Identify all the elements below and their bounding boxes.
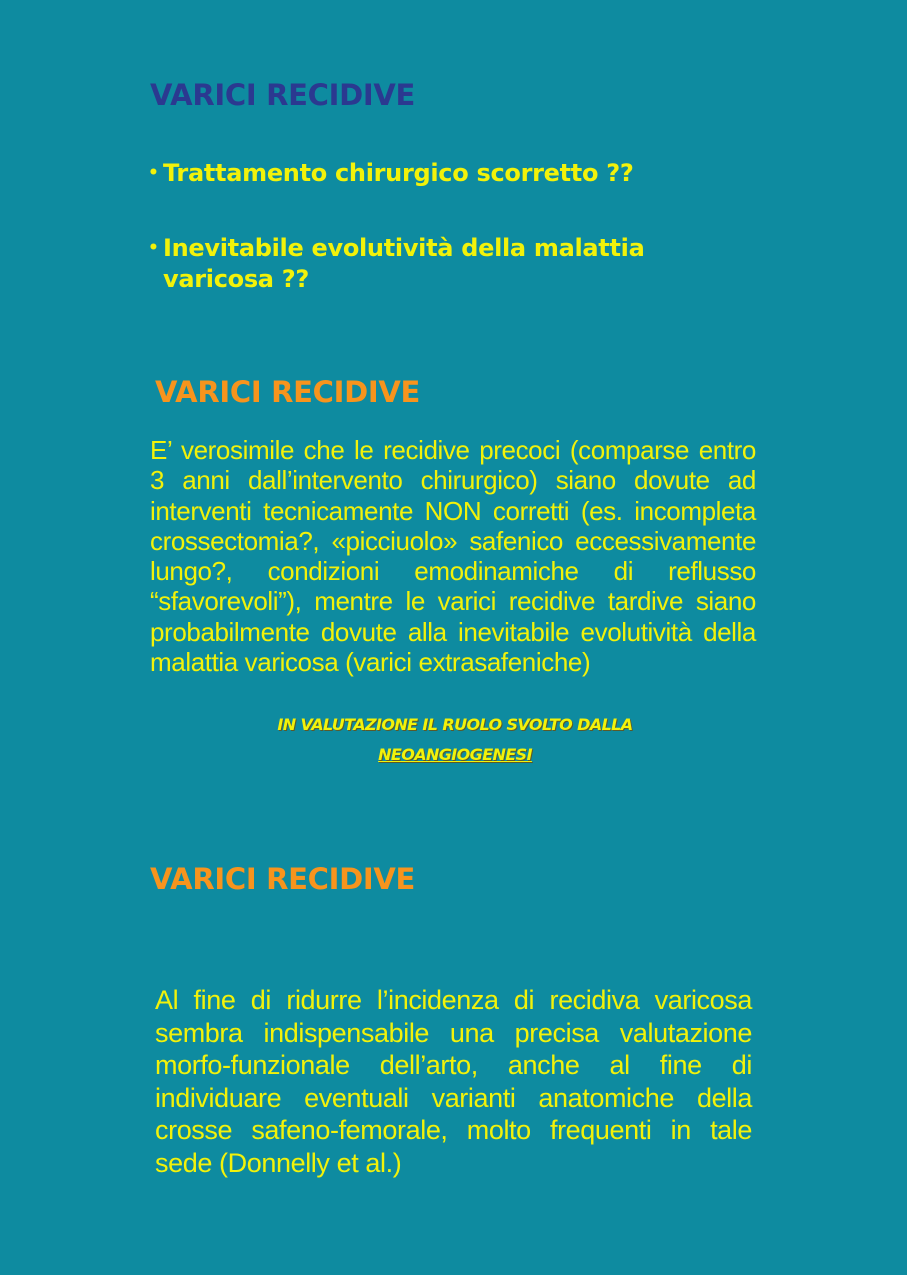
- section1-title: VARICI RECIDIVE: [150, 78, 416, 112]
- section3-title: VARICI RECIDIVE: [150, 862, 416, 896]
- bullet-text-2: Inevitabile evolutività della malattia varicosa ??: [163, 234, 645, 293]
- bullet-item-2: [148, 233, 708, 295]
- bullet-icon: •: [148, 238, 159, 258]
- section2-paragraph: E’ verosimile che le recidive precoci (comparse entro 3 anni dall’intervento chirurgico) siano dovute ad interventi tecnicamente NON corretti (es. incompleta crossectomia?, «picciuolo» safenico eccessivamente lungo?, condizioni emodinamiche di reflusso “sfavorevoli”), mentre le varici recidive tardive siano probabilmente dovute alla inevitabile evolutività della malattia varicosa (varici extrasafeniche): [150, 435, 756, 678]
- neoangiogenesis-note: IN VALUTAZIONE IL RUOLO SVOLTO DALLA: [277, 715, 633, 734]
- neoangiogenesis-keyword: NEOANGIOGENESI: [378, 745, 532, 764]
- section1-bullet-list: [148, 158, 708, 295]
- bullet-icon: •: [148, 163, 159, 183]
- section3-paragraph: Al fine di ridurre l’incidenza di recidiva varicosa sembra indispensabile una precisa valutazione morfo-funzionale dell’arto, anche al fine di individuare eventuali varianti anatomiche della crosse safeno-femorale, molto frequenti in tale sede (Donnelly et al.): [155, 985, 752, 1178]
- bullet-item-1: [148, 158, 708, 189]
- bullet-text-1: Trattamento chirurgico scorretto ??: [163, 159, 634, 187]
- section2-title: VARICI RECIDIVE: [155, 375, 421, 409]
